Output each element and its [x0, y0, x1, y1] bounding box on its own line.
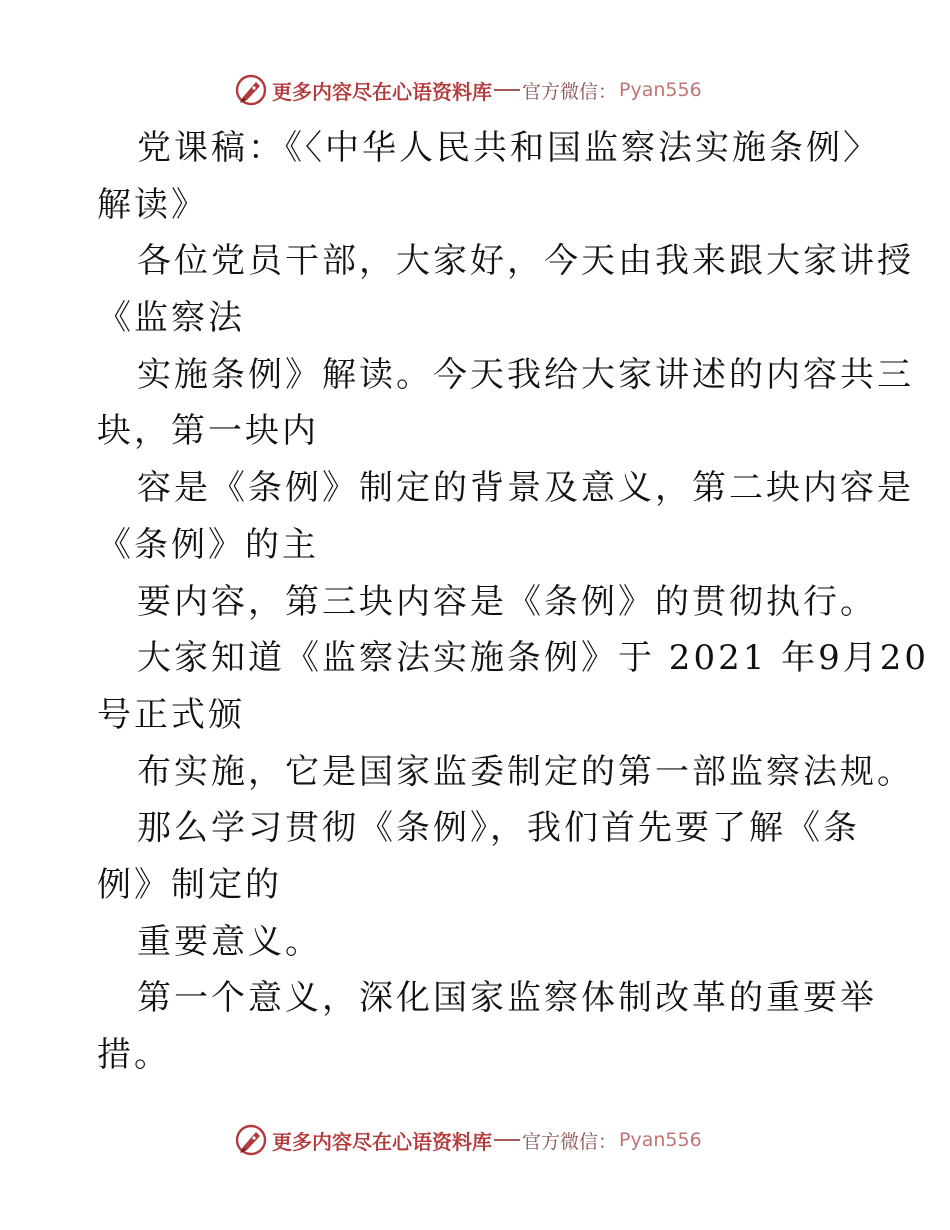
title-line-1: 党课稿：《〈中华人民共和国监察法实施条例〉	[137, 128, 880, 168]
paragraph-line: 实施条例》解读。今天我给大家讲述的内容共三	[137, 354, 914, 395]
paragraph-line: 布实施，它是国家监委制定的第一部监察法规。	[137, 751, 914, 792]
watermark-wechat-id: Pyan556	[619, 1129, 702, 1151]
footer-watermark	[234, 1122, 702, 1158]
paragraph-line: 措。	[97, 1035, 171, 1075]
paragraph-line: 重要意义。	[137, 921, 322, 962]
paragraph-line: 那么学习贯彻《条例》，我们首先要了解《条	[137, 808, 860, 849]
watermark-brand: 更多内容尽在心语资料库	[272, 79, 492, 104]
paragraph-line: 《监察法	[97, 298, 245, 339]
paragraph-line: 《条例》的主	[97, 524, 319, 565]
paragraph-line: 大家知道《监察法实施条例》于 2021 年9月20	[137, 638, 930, 679]
paragraph-line: 要内容，第三块内容是《条例》的贯彻执行。	[137, 581, 877, 622]
paragraph-line: 号正式颁	[97, 694, 245, 735]
pen-nib-logo-icon	[234, 73, 268, 107]
watermark-dash	[494, 89, 520, 91]
paragraph-line: 第一个意义，深化国家监察体制改革的重要举	[137, 978, 877, 1019]
paragraph-line: 各位党员干部，大家好，今天由我来跟大家讲授	[137, 241, 914, 282]
watermark-label: 官方微信：	[522, 1130, 618, 1153]
watermark-dash	[494, 1139, 520, 1141]
watermark-label: 官方微信：	[522, 80, 618, 103]
paragraph-line: 容是《条例》制定的背景及意义，第二块内容是	[137, 468, 914, 509]
document-body	[97, 120, 930, 1084]
paragraph-line: 块，第一块内	[97, 411, 319, 452]
watermark-wechat-id: Pyan556	[619, 79, 702, 101]
pen-nib-logo-icon	[234, 1123, 268, 1157]
watermark-brand: 更多内容尽在心语资料库	[272, 1129, 492, 1154]
paragraph-line: 例》制定的	[97, 864, 282, 905]
header-watermark	[234, 72, 702, 108]
title-line-2: 解读》	[97, 184, 208, 225]
